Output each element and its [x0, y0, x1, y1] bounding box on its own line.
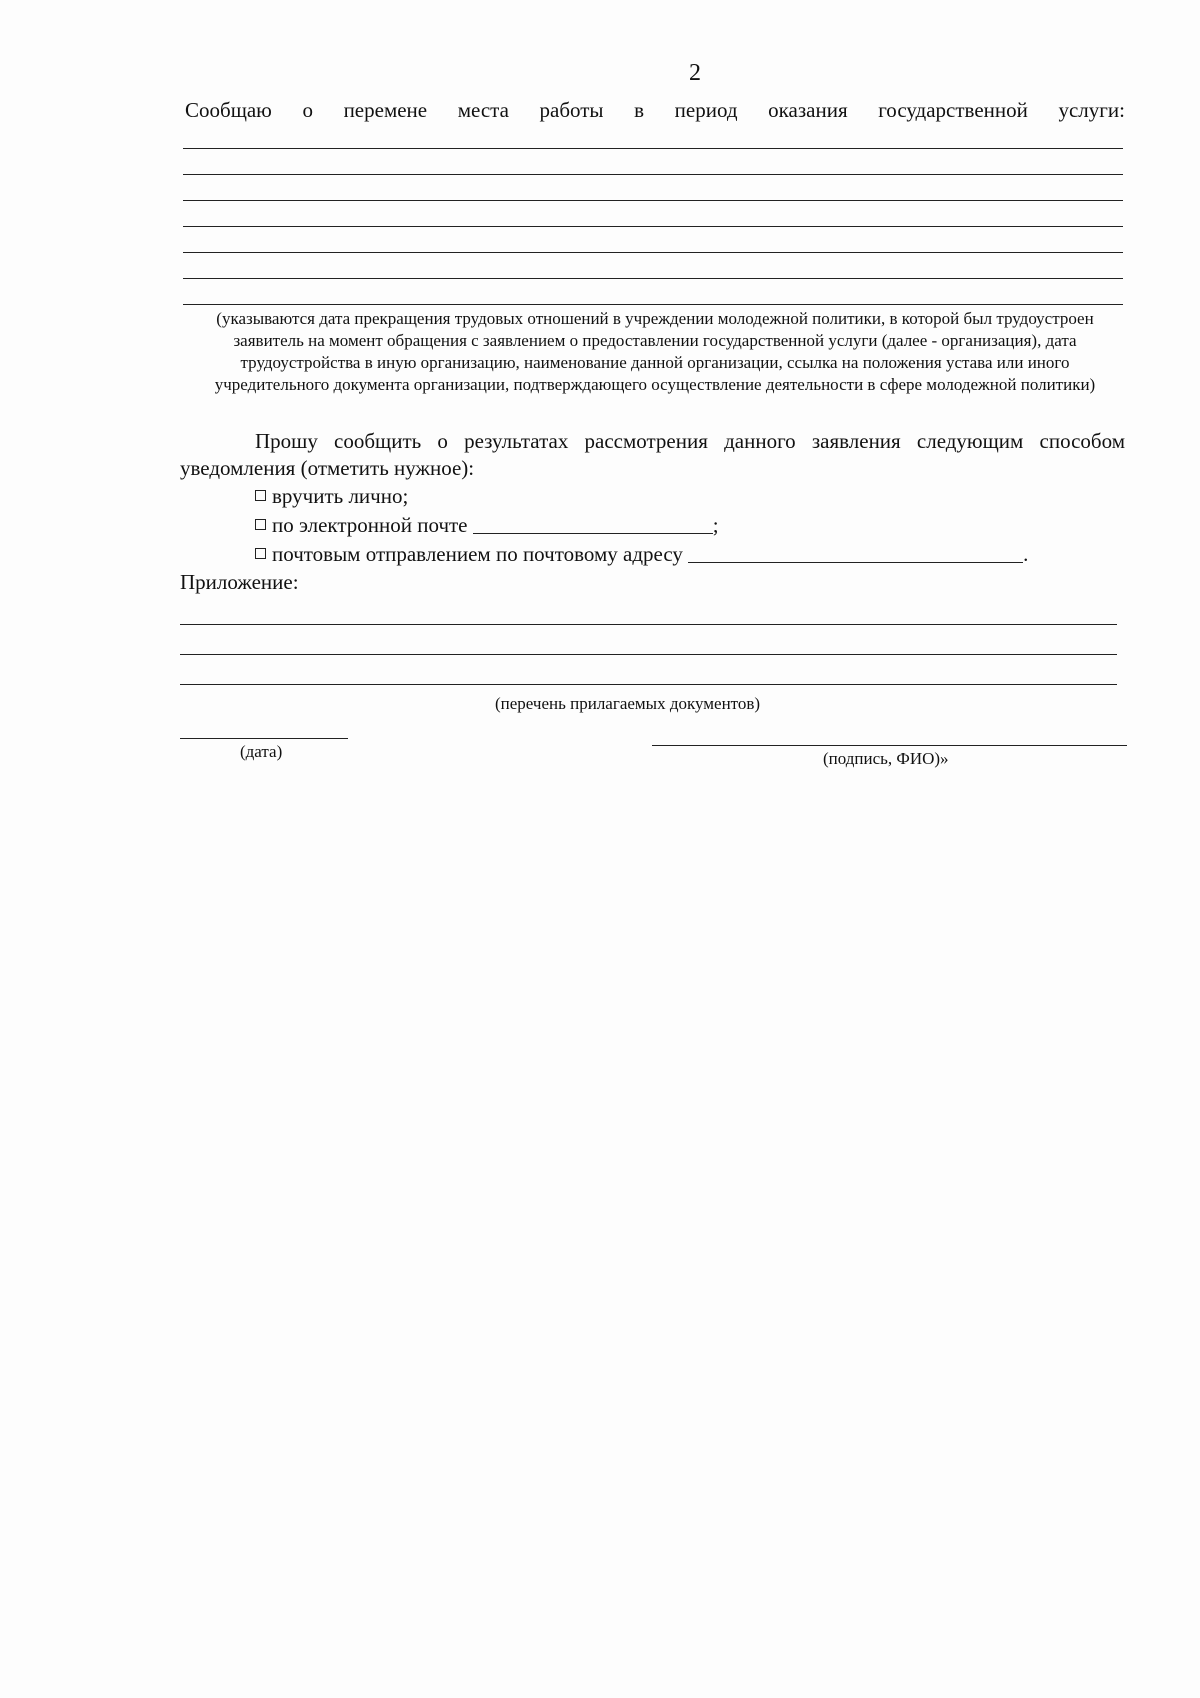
attachment-label: Приложение:	[180, 570, 299, 594]
attachment-fill-line[interactable]	[180, 654, 1117, 655]
option-label: почтовым отправлением по почтовому адресу	[272, 542, 683, 566]
work-change-note: (указываются дата прекращения трудовых отношений в учреждении молодежной политики, в которой был трудоустроен заявитель на момент обращения с заявлением о предоставлении государственной услуги (далее - организация), дата трудоустройства в иную организацию, наименование данной организации, ссылка на положения устава или иного учредительного документа организации, подтверждающего осуществление деятельности в сфере молодежной политики)	[214, 309, 1096, 394]
work-change-fill-line[interactable]	[183, 226, 1123, 227]
option-suffix: ;	[712, 513, 719, 537]
attachment-fill-line[interactable]	[180, 624, 1117, 625]
signature-caption: (подпись, ФИО)»	[823, 749, 949, 768]
signature-line[interactable]	[652, 745, 1127, 746]
work-change-fill-line[interactable]	[183, 148, 1123, 149]
option-in-person[interactable]	[255, 484, 408, 509]
statement-word: места	[457, 98, 509, 122]
option-post[interactable]	[255, 542, 1028, 567]
option-email[interactable]	[255, 513, 719, 538]
email-blank[interactable]	[473, 515, 713, 534]
option-suffix: .	[1023, 542, 1029, 566]
statement-word: период	[674, 98, 738, 122]
work-change-fill-line[interactable]	[183, 200, 1123, 201]
date-caption: (дата)	[240, 742, 283, 761]
checkbox-icon[interactable]	[255, 519, 266, 530]
option-label: по электронной почте	[272, 513, 468, 537]
work-change-fill-line[interactable]	[183, 252, 1123, 253]
work-change-fill-line[interactable]	[183, 304, 1123, 305]
work-change-fill-line[interactable]	[183, 174, 1123, 175]
attachment-fill-line[interactable]	[180, 684, 1117, 685]
statement-word: в	[634, 98, 645, 122]
statement-word: работы	[539, 98, 604, 122]
checkbox-icon[interactable]	[255, 490, 266, 501]
work-change-statement	[185, 98, 1125, 123]
page-number: 2	[689, 60, 701, 86]
postal-address-blank[interactable]	[688, 544, 1023, 563]
option-label: вручить лично;	[272, 484, 409, 508]
work-change-fill-line[interactable]	[183, 278, 1123, 279]
notification-request: Прошу сообщить о результатах рассмотрения данного заявления следующим способом уведомления (отметить нужное):	[180, 429, 1125, 480]
statement-word: услуги:	[1058, 98, 1125, 122]
date-line[interactable]	[180, 738, 348, 739]
statement-word: перемене	[343, 98, 428, 122]
statement-word: Сообщаю	[185, 98, 272, 122]
statement-word: оказания	[768, 98, 848, 122]
statement-word: о	[302, 98, 313, 122]
statement-word: государственной	[878, 98, 1028, 122]
checkbox-icon[interactable]	[255, 548, 266, 559]
attachment-caption: (перечень прилагаемых документов)	[495, 694, 761, 713]
